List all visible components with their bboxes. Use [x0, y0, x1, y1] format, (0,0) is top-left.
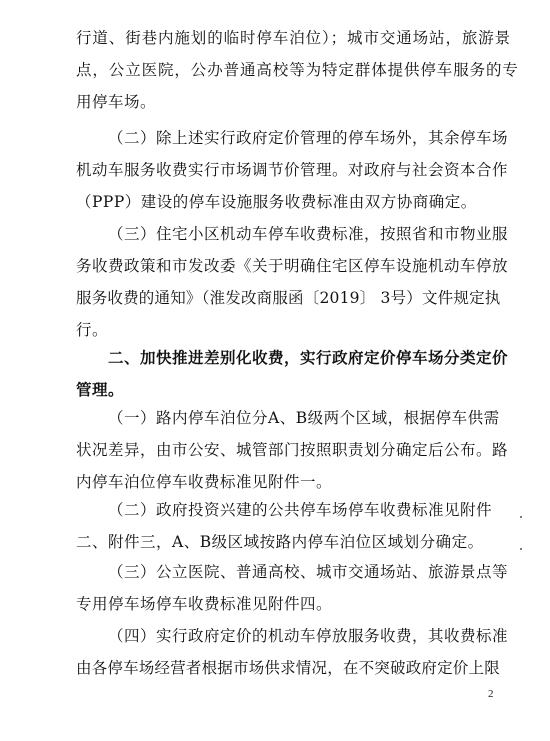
text-line: 务收费政策和市发改委《关于明确住宅区停车设施机动车停放: [76, 257, 509, 275]
text-line: 服务收费的通知》（淮发改商服函〔2019〕 3号）文件规定执: [76, 289, 501, 307]
text-line: 管理。: [76, 380, 125, 399]
text-line: 由各停车场经营者根据市场供求情况，在不突破政府定价上限: [76, 659, 500, 677]
text-line: 二、附件三，A、B级区域按路内停车泊位区域划分确定。: [76, 533, 484, 551]
text-line: 专用停车场停车收费标准见附件四。: [76, 595, 333, 613]
paragraph-3: [76, 218, 509, 346]
scan-speck: [520, 516, 522, 518]
paragraph-5: [76, 494, 493, 558]
text-line: 内停车泊位停车收费标准见附件一。: [76, 473, 333, 491]
section-heading: [76, 342, 509, 406]
text-line: 状况差异，由市公安、城管部门按照职责划分确定后公布。路: [76, 441, 509, 459]
paragraph-7: [76, 620, 509, 684]
text-line: 行。: [76, 321, 109, 339]
text-line: 行道、街巷内施划的临时停车泊位）；城市交通场站，旅游景: [76, 29, 512, 47]
text-line: 点，公立医院，公办普通高校等为特定群体提供停车服务的专: [76, 61, 519, 79]
text-line: （二）除上述实行政府定价管理的停车场外，其余停车场: [108, 129, 509, 147]
scan-speck: [520, 548, 522, 550]
paragraph-6: [76, 556, 509, 620]
text-line: （四）实行政府定价的机动车停放服务收费，其收费标准: [108, 627, 509, 645]
page-number: 2: [488, 688, 494, 700]
text-line: （三）住宅小区机动车停车收费标准，按照省和市物业服: [108, 225, 509, 243]
text-line: 机动车服务收费实行市场调节价管理。对政府与社会资本合作: [76, 161, 509, 179]
paragraph-4: [76, 402, 509, 498]
text-line: （一）路内停车泊位分A、B级两个区域，根据停车供需: [108, 409, 500, 427]
text-line: （三）公立医院、普通高校、城市交通场站、旅游景点等: [108, 563, 509, 581]
text-line: （二）政府投资兴建的公共停车场停车收费标准见附件: [108, 501, 493, 519]
text-line: 用停车场。: [76, 93, 157, 111]
text-line: 二、加快推进差别化收费，实行政府定价停车场分类定价: [108, 348, 509, 367]
paragraph-2: [76, 122, 509, 218]
text-line: （PPP）建设的停车设施服务收费标准由双方协商确定。: [76, 193, 477, 211]
paragraph-1: [76, 22, 519, 118]
